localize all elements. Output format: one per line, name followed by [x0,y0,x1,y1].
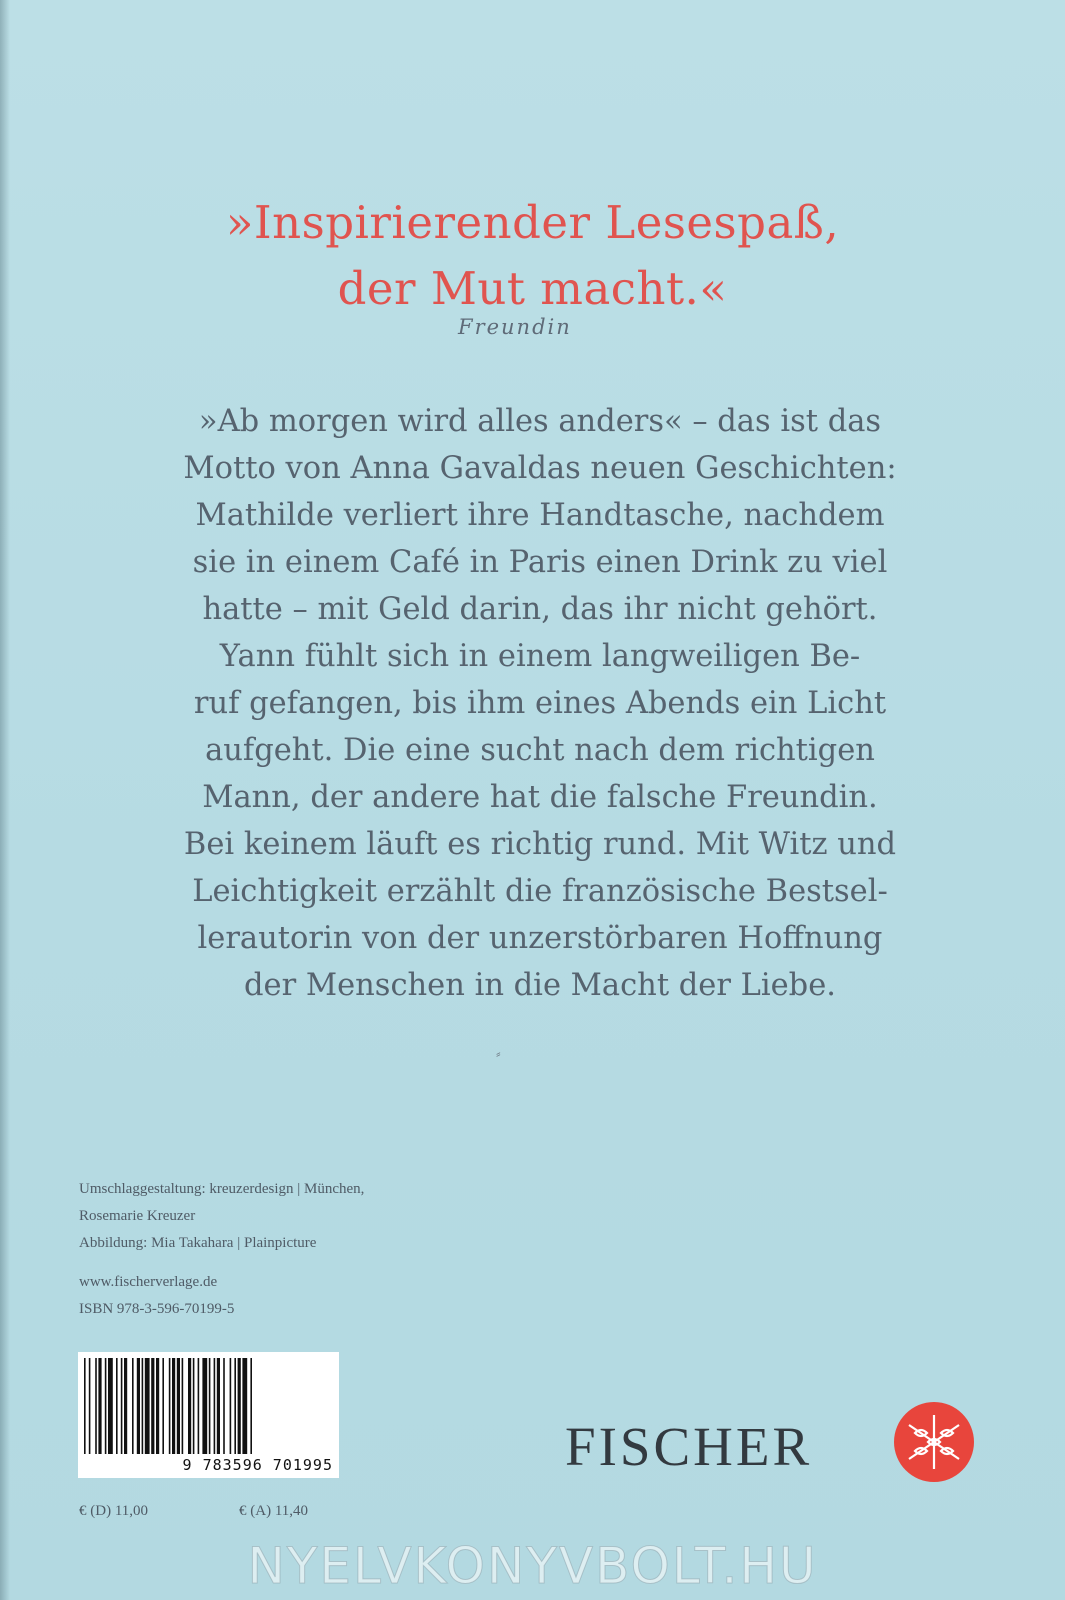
barcode-bar [116,1358,118,1454]
barcode-bar [151,1358,154,1454]
blurb-line: sie in einem Café in Paris einen Drink zu viel [192,545,888,580]
credits-block [79,1176,364,1323]
quote-line-2: der Mut macht.« [337,262,728,315]
blurb-line: Mann, der andere hat die falsche Freundin. [202,780,878,815]
blurb-line: der Menschen in die Macht der Liebe. [244,968,836,1003]
barcode-bar [137,1358,140,1454]
blurb-line: Bei keinem läuft es richtig rund. Mit Witz und [183,827,897,862]
barcode-bar [84,1358,86,1454]
barcode-bar [124,1358,127,1454]
small-mark: ⸗ [496,1046,501,1062]
barcode-bar [214,1358,216,1454]
quote-source: Freundin [458,315,572,339]
barcode-bar [238,1358,241,1454]
blurb-line: Leichtigkeit erzählt die französische Bestsel- [192,874,888,909]
blurb-line: aufgeht. Die eine sucht nach dem richtigen [205,733,875,768]
review-quote [0,190,1065,322]
blurb-line: lerautorin von der unzerstörbaren Hoffnung [197,921,883,956]
barcode-bar [105,1358,107,1454]
watermark: NYELVKONYVBOLT.HU [247,1537,818,1595]
barcode-bar [250,1358,252,1454]
isbn-barcode [78,1352,339,1478]
price-austria: € (A) 11,40 [239,1503,309,1519]
barcode-bar [108,1358,113,1454]
blurb-line: Mathilde verliert ihre Handtasche, nachdem [195,498,885,533]
barcode-bar [145,1358,150,1454]
illustration-credit: Abbildung: Mia Takahara | Plainpicture [79,1235,317,1251]
blurb-text [90,398,990,1009]
barcode-bar [132,1358,134,1454]
blurb-line: »Ab morgen wird alles anders« – das ist das [198,404,882,439]
barcode-bar [98,1358,101,1454]
barcode-bar [169,1358,171,1454]
barcode-bar [193,1358,195,1454]
design-credit: Umschlaggestaltung: kreuzerdesign | München, [79,1181,365,1197]
blurb-line: hatte – mit Geld darin, das ihr nicht gehört. [202,592,878,627]
barcode-bar [182,1358,184,1454]
barcode-bar [177,1358,180,1454]
barcode-bar [142,1358,144,1454]
fischer-fish-logo-icon [893,1401,975,1483]
barcode-bar [188,1358,191,1454]
blurb-line: Yann fühlt sich in einem langweiligen Be- [219,639,861,674]
barcode-bar [230,1358,232,1454]
barcode-bar [198,1358,200,1454]
barcode-digits: 9 783596 701995 [182,1456,333,1474]
barcode-bar [242,1358,247,1454]
publisher-name: FISCHER [565,1416,813,1477]
barcode-bar [209,1358,211,1454]
barcode-bars [78,1352,339,1458]
barcode-bar [234,1358,236,1454]
prices [79,1503,379,1520]
barcode-bar [223,1358,225,1454]
publisher-website: www.fischerverlage.de [79,1274,218,1290]
barcode-bar [95,1358,97,1454]
blurb-line: ruf gefangen, bis ihm eines Abends ein Licht [193,686,887,721]
barcode-bar [162,1358,164,1454]
barcode-bar [121,1358,123,1454]
barcode-bar [156,1358,159,1454]
quote-line-1: »Inspirierender Lesespaß, [225,196,840,249]
barcode-bar [89,1358,91,1454]
barcode-bar [217,1358,220,1454]
price-germany: € (D) 11,00 [79,1503,149,1519]
design-credit-name: Rosemarie Kreuzer [79,1208,196,1224]
barcode-bar [202,1358,207,1454]
blurb-line: Motto von Anna Gavaldas neuen Geschichten: [183,451,897,486]
isbn: ISBN 978-3-596-70199-5 [79,1301,235,1317]
barcode-bar [172,1358,175,1454]
